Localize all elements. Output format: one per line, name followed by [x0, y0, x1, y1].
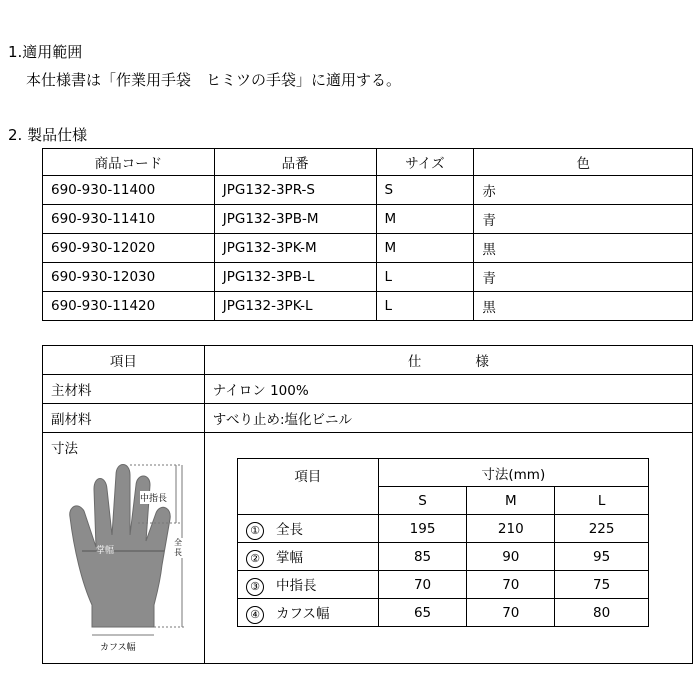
- dim-value-l: 75: [555, 571, 649, 599]
- table-row: [43, 234, 693, 263]
- cell-size: L: [376, 263, 474, 292]
- dim-header-s: S: [378, 487, 467, 515]
- table-row: [43, 263, 693, 292]
- table-row: [238, 543, 649, 571]
- dim-value-m: 90: [467, 543, 555, 571]
- row-number-badge: ④: [246, 606, 264, 624]
- table-row: [238, 599, 649, 627]
- glove-shape: [70, 465, 170, 628]
- row-number-badge: ②: [246, 550, 264, 568]
- dim-row-label: [238, 515, 379, 543]
- dim-row-label: [238, 571, 379, 599]
- header-size: サイズ: [376, 149, 474, 176]
- spec-header-spec: 仕 様: [204, 346, 692, 375]
- sub-material-label: 副材料: [43, 404, 205, 433]
- spec-header-item: 項目: [43, 346, 205, 375]
- section1-text: 本仕様書は「作業用手袋 ヒミツの手袋」に適用する。: [26, 71, 402, 89]
- cell-product-code: 690-930-12030: [43, 263, 215, 292]
- cell-product-code: 690-930-11410: [43, 205, 215, 234]
- cell-product-code: 690-930-11420: [43, 292, 215, 321]
- dim-value-l: 225: [555, 515, 649, 543]
- dim-header-l: L: [555, 487, 649, 515]
- cell-size: M: [376, 234, 474, 263]
- table-row: [43, 176, 693, 205]
- dim-row-label: [238, 543, 379, 571]
- cell-color: 青: [474, 205, 693, 234]
- cell-part-number: JPG132-3PB-L: [214, 263, 376, 292]
- header-color: 色: [474, 149, 693, 176]
- dim-value-l: 95: [555, 543, 649, 571]
- dim-header-m: M: [467, 487, 555, 515]
- dim-value-s: 65: [378, 599, 467, 627]
- cell-size: M: [376, 205, 474, 234]
- cell-color: 赤: [474, 176, 693, 205]
- dim-row-name: 全長: [276, 521, 303, 538]
- dim-value-s: 70: [378, 571, 467, 599]
- dim-row-name: 中指長: [276, 577, 317, 594]
- dim-value-m: 210: [467, 515, 555, 543]
- table-row: [43, 292, 693, 321]
- cell-color: 黒: [474, 292, 693, 321]
- glove-label-palm: 掌幅: [96, 546, 115, 556]
- table-row: [43, 205, 693, 234]
- cell-color: 青: [474, 263, 693, 292]
- glove-label-cuff: カフス幅: [100, 643, 136, 653]
- table-row: [238, 515, 649, 543]
- cell-color: 黒: [474, 234, 693, 263]
- table-row: [238, 571, 649, 599]
- cell-product-code: 690-930-12020: [43, 234, 215, 263]
- cell-part-number: JPG132-3PK-L: [214, 292, 376, 321]
- glove-label-middle-finger: 中指長: [140, 491, 167, 504]
- product-table: [42, 148, 693, 321]
- cell-part-number: JPG132-3PK-M: [214, 234, 376, 263]
- cell-product-code: 690-930-11400: [43, 176, 215, 205]
- cell-part-number: JPG132-3PR-S: [214, 176, 376, 205]
- row-number-badge: ①: [246, 522, 264, 540]
- main-material-value: ナイロン 100%: [204, 375, 692, 404]
- header-product-code: 商品コード: [43, 149, 215, 176]
- sub-material-value: すべり止め:塩化ビニル: [204, 404, 692, 433]
- product-table-header: [43, 149, 693, 176]
- section2-title: 2. 製品仕様: [8, 126, 88, 144]
- header-part-number: 品番: [214, 149, 376, 176]
- dim-row-label: [238, 599, 379, 627]
- glove-label-total: 全長: [174, 538, 182, 557]
- cell-part-number: JPG132-3PB-M: [214, 205, 376, 234]
- dim-row-name: 掌幅: [276, 549, 303, 566]
- dim-value-m: 70: [467, 599, 555, 627]
- dim-value-l: 80: [555, 599, 649, 627]
- section1-title: 1.適用範囲: [8, 43, 83, 61]
- dim-header-size: 寸法(mm): [378, 459, 648, 487]
- dim-header-item: 項目: [238, 459, 379, 515]
- main-material-label: 主材料: [43, 375, 205, 404]
- dimension-table: [237, 458, 649, 627]
- row-number-badge: ③: [246, 578, 264, 596]
- dim-row-name: カフス幅: [276, 605, 330, 622]
- dim-value-s: 85: [378, 543, 467, 571]
- cell-size: S: [376, 176, 474, 205]
- dimension-label: 寸法: [43, 433, 205, 664]
- dim-value-s: 195: [378, 515, 467, 543]
- cell-size: L: [376, 292, 474, 321]
- dim-value-m: 70: [467, 571, 555, 599]
